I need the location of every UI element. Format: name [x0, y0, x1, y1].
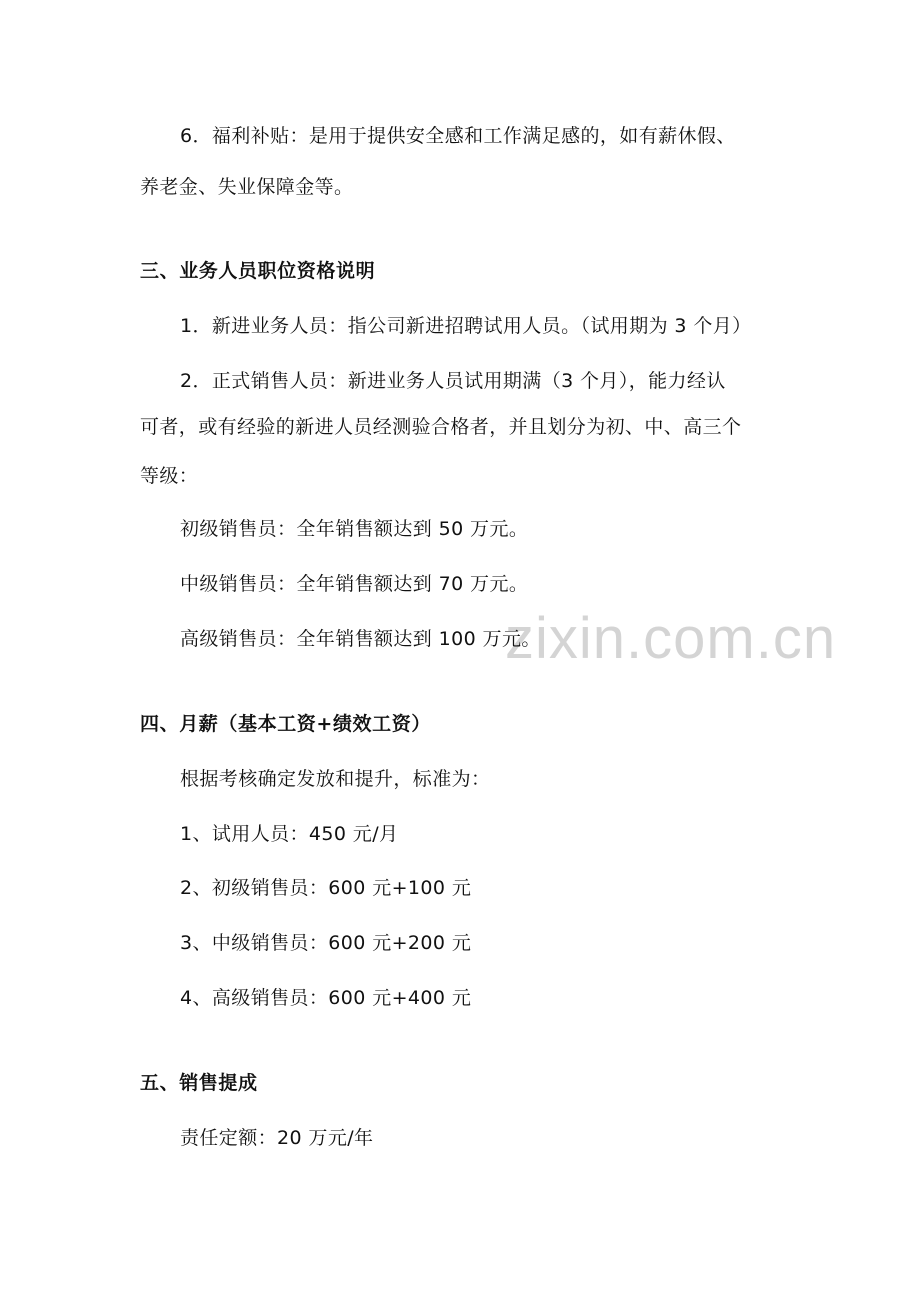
watermark: zixin.com.cn — [505, 606, 837, 671]
section3-item1: 1．新进业务人员：指公司新进招聘试用人员。（试用期为 3 个月） — [180, 315, 752, 337]
section5-heading: 五、销售提成 — [140, 1072, 258, 1094]
salary-item: 4、高级销售员：600 元+400 元 — [180, 987, 472, 1009]
section4-intro: 根据考核确定发放和提升，标准为： — [180, 768, 491, 790]
level-middle: 中级销售员：全年销售额达到 70 万元。 — [180, 573, 529, 595]
section3-heading: 三、业务人员职位资格说明 — [140, 260, 376, 282]
benefits-item6-line1: 6．福利补贴：是用于提供安全感和工作满足感的，如有薪休假、 — [180, 125, 736, 147]
section5-quota: 责任定额：20 万元/年 — [180, 1127, 374, 1149]
section4-heading: 四、月薪（基本工资+绩效工资） — [140, 713, 431, 735]
salary-item: 2、初级销售员：600 元+100 元 — [180, 877, 472, 899]
section3-item2-line3: 等级： — [140, 465, 199, 487]
section3-item2-line2: 可者，或有经验的新进人员经测验合格者，并且划分为初、中、高三个 — [140, 416, 742, 438]
salary-item: 3、中级销售员：600 元+200 元 — [180, 932, 472, 954]
salary-item: 1、试用人员：450 元/月 — [180, 823, 399, 845]
section3-item2-line1: 2．正式销售人员：新进业务人员试用期满（3 个月），能力经认 — [180, 370, 726, 392]
benefits-item6-line2: 养老金、失业保障金等。 — [140, 176, 354, 198]
level-senior: 高级销售员：全年销售额达到 100 万元。 — [180, 628, 541, 650]
level-junior: 初级销售员：全年销售额达到 50 万元。 — [180, 518, 529, 540]
